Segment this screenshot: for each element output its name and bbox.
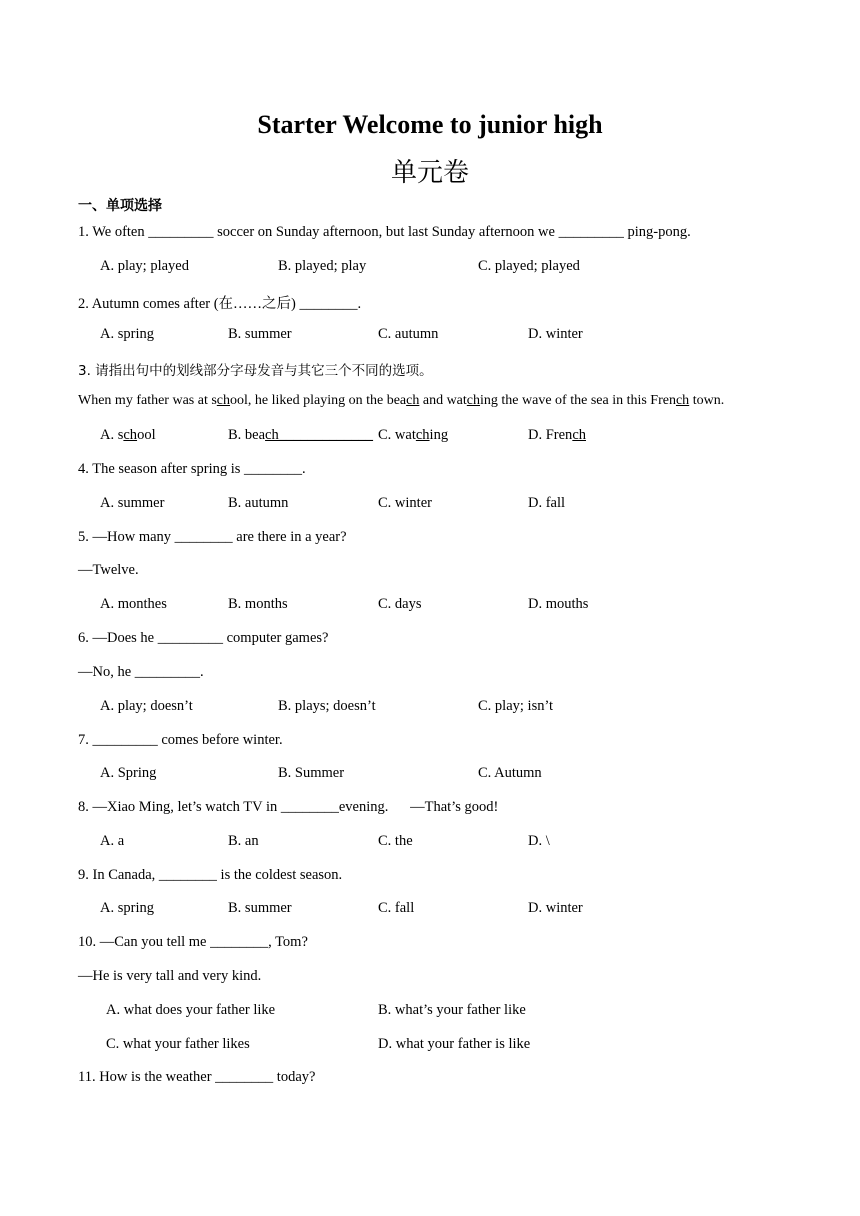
question-9-option-d: D. winter [528,900,583,916]
question-4-option-c: C. winter [378,495,432,511]
sentence-part: ing the wave of the sea in this Fren [480,393,676,408]
question-11-stem: 11. How is the weather ________ today? [78,1069,316,1085]
question-2-stem: 2. Autumn comes after (在……之后) ________. [78,296,362,312]
question-8-option-c: C. the [378,833,413,849]
question-5-option-c: C. days [378,596,422,612]
underlined-letters: ch [406,393,420,408]
question-3-option-a [100,427,156,444]
underlined-letters: ch [675,393,690,408]
question-5-option-b: B. months [228,596,288,612]
question-10-option-b: B. what’s your father like [378,1002,526,1018]
option-text: D. Fren [528,427,573,443]
question-1-stem: 1. We often _________ soccer on Sunday afternoon, but last Sunday afternoon we _________ ping-pong. [78,224,691,240]
question-3-sentence [78,393,724,409]
sentence-part: ool, he liked playing on the bea [230,393,407,408]
option-text: C. wat [378,427,416,443]
question-10-reply: —He is very tall and very kind. [78,968,262,984]
underlined-letters: ch [466,393,481,408]
question-7-option-b: B. Summer [278,765,345,781]
question-8-option-b: B. an [228,833,259,849]
question-2-option-b: B. summer [228,326,292,342]
question-8-option-a: A. a [100,833,125,849]
question-1-option-b: B. played; play [278,258,367,274]
question-2-option-a: A. spring [100,326,154,342]
underlined-letters: ch [216,393,231,408]
question-5-option-a: A. monthes [100,596,167,612]
question-3-option-d [528,427,586,444]
question-2-option-d: D. winter [528,326,583,342]
underlined-letters: ch [123,427,138,443]
question-8-option-d: D. \ [528,833,550,849]
question-4-option-a: A. summer [100,495,165,511]
question-10-option-a: A. what does your father like [106,1002,276,1018]
section-heading: 一、单项选择 [78,198,162,214]
question-3-instruction: 3. 请指出句中的划线部分字母发音与其它三个不同的选项。 [78,363,433,379]
question-6-option-a: A. play; doesn’t [100,698,193,714]
question-9-stem: 9. In Canada, ________ is the coldest season. [78,867,343,883]
question-6-option-c: C. play; isn’t [478,698,554,714]
underlined-letters: ch [572,427,586,443]
option-text: A. s [100,427,124,443]
option-text: B. bea [228,427,266,443]
question-5-option-d: D. mouths [528,596,589,612]
question-7-option-a: A. Spring [100,765,157,781]
question-6-option-b: B. plays; doesn’t [278,698,376,714]
option-text: ool [137,427,156,443]
question-9-option-b: B. summer [228,900,292,916]
question-5-reply: —Twelve. [78,562,139,578]
question-6-stem: 6. —Does he _________ computer games? [78,630,329,646]
question-4-option-d: D. fall [528,495,566,511]
question-10-stem: 10. —Can you tell me ________, Tom? [78,934,308,950]
question-8-stem: 8. —Xiao Ming, let’s watch TV in ________evening. —That’s good! [78,799,499,815]
question-6-reply: —No, he _________. [78,664,204,680]
question-5-stem: 5. —How many ________ are there in a year? [78,529,347,545]
page-title: Starter Welcome to junior high [257,110,603,139]
question-2-option-c: C. autumn [378,326,439,342]
underlined-letters: ch_____________ [265,427,373,443]
underlined-letters: ch [415,427,430,443]
sentence-part: and wat [419,393,467,408]
question-9-option-c: C. fall [378,900,415,916]
question-1-option-a: A. play; played [100,258,189,274]
question-4-stem: 4. The season after spring is ________. [78,461,306,477]
question-4-option-b: B. autumn [228,495,289,511]
question-1-option-c: C. played; played [478,258,580,274]
question-10-option-d: D. what your father is like [378,1036,531,1052]
question-7-stem: 7. _________ comes before winter. [78,732,283,748]
page-subtitle: 单元卷 [390,158,469,188]
question-9-option-a: A. spring [100,900,154,916]
question-10-option-c: C. what your father likes [106,1036,250,1052]
question-7-option-c: C. Autumn [478,765,542,781]
sentence-part: town. [689,393,725,408]
question-3-option-c [378,427,448,444]
sentence-part: When my father was at s [78,393,217,408]
option-text: ing [429,427,449,443]
question-3-option-b [228,427,373,444]
